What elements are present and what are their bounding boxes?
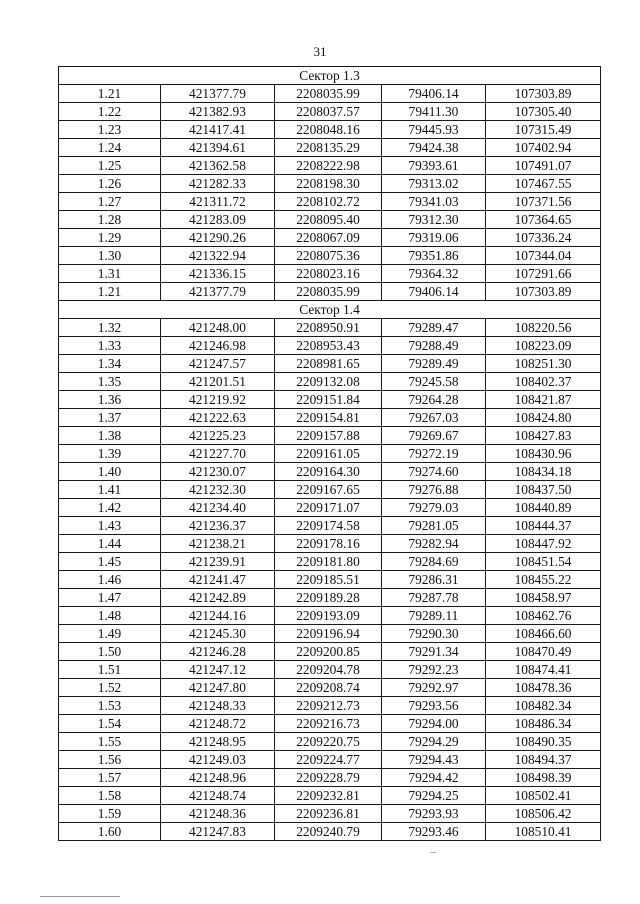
x-msk-cell: 421232.30: [161, 481, 275, 499]
table-row: [59, 121, 601, 139]
table-row: [59, 409, 601, 427]
y-local-cell: 108470.49: [486, 643, 601, 661]
x-local-cell: 79292.23: [382, 661, 486, 679]
y-local-cell: 107303.89: [486, 85, 601, 103]
table-row: [59, 373, 601, 391]
x-msk-cell: 421248.95: [161, 733, 275, 751]
y-msk-cell: 2209232.81: [275, 787, 382, 805]
x-local-cell: 79276.88: [382, 481, 486, 499]
y-local-cell: 107336.24: [486, 229, 601, 247]
x-msk-cell: 421222.63: [161, 409, 275, 427]
table-row: [59, 427, 601, 445]
x-msk-cell: 421246.28: [161, 643, 275, 661]
y-msk-cell: 2209167.65: [275, 481, 382, 499]
y-msk-cell: 2209212.73: [275, 697, 382, 715]
y-msk-cell: 2208095.40: [275, 211, 382, 229]
point-id-cell: 1.22: [59, 103, 161, 121]
x-msk-cell: 421225.23: [161, 427, 275, 445]
point-id-cell: 1.58: [59, 787, 161, 805]
x-local-cell: 79286.31: [382, 571, 486, 589]
table-row: [59, 697, 601, 715]
x-msk-cell: 421377.79: [161, 283, 275, 301]
y-msk-cell: 2208048.16: [275, 121, 382, 139]
sector-title: Сектор 1.3: [59, 67, 601, 85]
y-msk-cell: 2209224.77: [275, 751, 382, 769]
table-row: [59, 157, 601, 175]
table-row: [59, 103, 601, 121]
y-local-cell: 108447.92: [486, 535, 601, 553]
y-local-cell: 107303.89: [486, 283, 601, 301]
table-row: [59, 589, 601, 607]
point-id-cell: 1.28: [59, 211, 161, 229]
y-local-cell: 108430.96: [486, 445, 601, 463]
table-row: [59, 517, 601, 535]
x-local-cell: 79294.00: [382, 715, 486, 733]
x-local-cell: 79319.06: [382, 229, 486, 247]
point-id-cell: 1.25: [59, 157, 161, 175]
y-msk-cell: 2208075.36: [275, 247, 382, 265]
point-id-cell: 1.51: [59, 661, 161, 679]
x-msk-cell: 421246.98: [161, 337, 275, 355]
x-local-cell: 79274.60: [382, 463, 486, 481]
y-local-cell: 107291.66: [486, 265, 601, 283]
y-local-cell: 108498.39: [486, 769, 601, 787]
y-msk-cell: 2209157.88: [275, 427, 382, 445]
x-local-cell: 79294.29: [382, 733, 486, 751]
x-msk-cell: 421282.33: [161, 175, 275, 193]
table-row: [59, 715, 601, 733]
x-local-cell: 79393.61: [382, 157, 486, 175]
point-id-cell: 1.55: [59, 733, 161, 751]
table-row: [59, 535, 601, 553]
y-msk-cell: 2209171.07: [275, 499, 382, 517]
y-local-cell: 108458.97: [486, 589, 601, 607]
point-id-cell: 1.37: [59, 409, 161, 427]
table-row: [59, 265, 601, 283]
x-msk-cell: 421248.33: [161, 697, 275, 715]
point-id-cell: 1.47: [59, 589, 161, 607]
x-msk-cell: 421201.51: [161, 373, 275, 391]
point-id-cell: 1.48: [59, 607, 161, 625]
coordinates-table-body: [59, 67, 601, 841]
y-msk-cell: 2209240.79: [275, 823, 382, 841]
y-msk-cell: 2209185.51: [275, 571, 382, 589]
point-id-cell: 1.21: [59, 85, 161, 103]
x-local-cell: 79445.93: [382, 121, 486, 139]
table-row: [59, 553, 601, 571]
x-msk-cell: 421242.89: [161, 589, 275, 607]
point-id-cell: 1.57: [59, 769, 161, 787]
y-local-cell: 108434.18: [486, 463, 601, 481]
x-msk-cell: 421322.94: [161, 247, 275, 265]
x-local-cell: 79313.02: [382, 175, 486, 193]
y-local-cell: 108494.37: [486, 751, 601, 769]
x-msk-cell: 421249.03: [161, 751, 275, 769]
point-id-cell: 1.36: [59, 391, 161, 409]
x-local-cell: 79406.14: [382, 85, 486, 103]
y-local-cell: 107491.07: [486, 157, 601, 175]
y-local-cell: 108502.41: [486, 787, 601, 805]
y-msk-cell: 2209178.16: [275, 535, 382, 553]
point-id-cell: 1.49: [59, 625, 161, 643]
y-local-cell: 107305.40: [486, 103, 601, 121]
point-id-cell: 1.39: [59, 445, 161, 463]
y-local-cell: 108251.30: [486, 355, 601, 373]
y-msk-cell: 2208023.16: [275, 265, 382, 283]
y-local-cell: 108424.80: [486, 409, 601, 427]
y-msk-cell: 2208037.57: [275, 103, 382, 121]
x-msk-cell: 421290.26: [161, 229, 275, 247]
y-local-cell: 108462.76: [486, 607, 601, 625]
y-local-cell: 107315.49: [486, 121, 601, 139]
table-row: [59, 733, 601, 751]
point-id-cell: 1.30: [59, 247, 161, 265]
y-msk-cell: 2209151.84: [275, 391, 382, 409]
y-msk-cell: 2208953.43: [275, 337, 382, 355]
y-local-cell: 108482.34: [486, 697, 601, 715]
y-msk-cell: 2209236.81: [275, 805, 382, 823]
point-id-cell: 1.54: [59, 715, 161, 733]
x-local-cell: 79289.47: [382, 319, 486, 337]
y-local-cell: 107344.04: [486, 247, 601, 265]
table-row: [59, 355, 601, 373]
x-local-cell: 79289.49: [382, 355, 486, 373]
point-id-cell: 1.29: [59, 229, 161, 247]
x-msk-cell: 421336.15: [161, 265, 275, 283]
y-local-cell: 108455.22: [486, 571, 601, 589]
y-local-cell: 108474.41: [486, 661, 601, 679]
point-id-cell: 1.53: [59, 697, 161, 715]
x-msk-cell: 421417.41: [161, 121, 275, 139]
y-msk-cell: 2209193.09: [275, 607, 382, 625]
point-id-cell: 1.23: [59, 121, 161, 139]
x-local-cell: 79281.05: [382, 517, 486, 535]
y-local-cell: 108220.56: [486, 319, 601, 337]
y-local-cell: 107402.94: [486, 139, 601, 157]
y-local-cell: 108427.83: [486, 427, 601, 445]
y-msk-cell: 2209196.94: [275, 625, 382, 643]
table-row: [59, 283, 601, 301]
table-row: [59, 679, 601, 697]
y-msk-cell: 2208198.30: [275, 175, 382, 193]
x-local-cell: 79279.03: [382, 499, 486, 517]
y-local-cell: 108223.09: [486, 337, 601, 355]
point-id-cell: 1.21: [59, 283, 161, 301]
x-local-cell: 79290.30: [382, 625, 486, 643]
x-local-cell: 79269.67: [382, 427, 486, 445]
y-local-cell: 107371.56: [486, 193, 601, 211]
table-row: [59, 769, 601, 787]
x-local-cell: 79264.28: [382, 391, 486, 409]
x-msk-cell: 421362.58: [161, 157, 275, 175]
x-local-cell: 79289.11: [382, 607, 486, 625]
point-id-cell: 1.60: [59, 823, 161, 841]
table-row: [59, 607, 601, 625]
sector-title: Сектор 1.4: [59, 301, 601, 319]
y-msk-cell: 2209189.28: [275, 589, 382, 607]
table-row: [59, 571, 601, 589]
x-msk-cell: 421248.36: [161, 805, 275, 823]
y-local-cell: 108421.87: [486, 391, 601, 409]
table-row: [59, 463, 601, 481]
y-msk-cell: 2208035.99: [275, 283, 382, 301]
point-id-cell: 1.41: [59, 481, 161, 499]
x-msk-cell: 421227.70: [161, 445, 275, 463]
x-msk-cell: 421247.80: [161, 679, 275, 697]
y-msk-cell: 2208067.09: [275, 229, 382, 247]
y-msk-cell: 2208950.91: [275, 319, 382, 337]
sector-header-row: [59, 67, 601, 85]
point-id-cell: 1.46: [59, 571, 161, 589]
x-local-cell: 79406.14: [382, 283, 486, 301]
x-msk-cell: 421248.74: [161, 787, 275, 805]
table-row: [59, 751, 601, 769]
x-msk-cell: 421247.57: [161, 355, 275, 373]
y-local-cell: 108490.35: [486, 733, 601, 751]
table-row: [59, 823, 601, 841]
y-msk-cell: 2209174.58: [275, 517, 382, 535]
table-row: [59, 481, 601, 499]
x-local-cell: 79294.42: [382, 769, 486, 787]
y-local-cell: 107467.55: [486, 175, 601, 193]
x-msk-cell: 421247.12: [161, 661, 275, 679]
x-msk-cell: 421244.16: [161, 607, 275, 625]
x-local-cell: 79291.34: [382, 643, 486, 661]
table-row: [59, 175, 601, 193]
y-msk-cell: 2209220.75: [275, 733, 382, 751]
x-msk-cell: 421311.72: [161, 193, 275, 211]
x-msk-cell: 421248.00: [161, 319, 275, 337]
table-row: [59, 661, 601, 679]
x-local-cell: 79364.32: [382, 265, 486, 283]
point-id-cell: 1.56: [59, 751, 161, 769]
point-id-cell: 1.33: [59, 337, 161, 355]
x-local-cell: 79288.49: [382, 337, 486, 355]
table-row: [59, 247, 601, 265]
x-local-cell: 79312.30: [382, 211, 486, 229]
y-msk-cell: 2209216.73: [275, 715, 382, 733]
point-id-cell: 1.26: [59, 175, 161, 193]
scan-mark: [430, 852, 436, 853]
y-local-cell: 108486.34: [486, 715, 601, 733]
point-id-cell: 1.40: [59, 463, 161, 481]
x-msk-cell: 421247.83: [161, 823, 275, 841]
x-local-cell: 79351.86: [382, 247, 486, 265]
point-id-cell: 1.42: [59, 499, 161, 517]
y-msk-cell: 2209154.81: [275, 409, 382, 427]
y-local-cell: 108440.89: [486, 499, 601, 517]
point-id-cell: 1.45: [59, 553, 161, 571]
point-id-cell: 1.34: [59, 355, 161, 373]
x-msk-cell: 421219.92: [161, 391, 275, 409]
table-row: [59, 85, 601, 103]
y-msk-cell: 2208135.29: [275, 139, 382, 157]
x-local-cell: 79267.03: [382, 409, 486, 427]
table-row: [59, 337, 601, 355]
x-msk-cell: 421241.47: [161, 571, 275, 589]
x-local-cell: 79292.97: [382, 679, 486, 697]
table-row: [59, 787, 601, 805]
table-row: [59, 625, 601, 643]
x-local-cell: 79341.03: [382, 193, 486, 211]
x-msk-cell: 421382.93: [161, 103, 275, 121]
x-local-cell: 79424.38: [382, 139, 486, 157]
x-local-cell: 79293.56: [382, 697, 486, 715]
x-msk-cell: 421238.21: [161, 535, 275, 553]
y-msk-cell: 2209164.30: [275, 463, 382, 481]
point-id-cell: 1.50: [59, 643, 161, 661]
x-local-cell: 79245.58: [382, 373, 486, 391]
table-row: [59, 805, 601, 823]
point-id-cell: 1.59: [59, 805, 161, 823]
y-msk-cell: 2208981.65: [275, 355, 382, 373]
x-msk-cell: 421248.72: [161, 715, 275, 733]
y-local-cell: 108402.37: [486, 373, 601, 391]
point-id-cell: 1.52: [59, 679, 161, 697]
point-id-cell: 1.32: [59, 319, 161, 337]
y-local-cell: 108451.54: [486, 553, 601, 571]
point-id-cell: 1.44: [59, 535, 161, 553]
y-local-cell: 108510.41: [486, 823, 601, 841]
point-id-cell: 1.31: [59, 265, 161, 283]
point-id-cell: 1.24: [59, 139, 161, 157]
footer-rule: [40, 896, 120, 897]
x-local-cell: 79284.69: [382, 553, 486, 571]
x-msk-cell: 421239.91: [161, 553, 275, 571]
y-local-cell: 108466.60: [486, 625, 601, 643]
table-row: [59, 445, 601, 463]
y-msk-cell: 2209161.05: [275, 445, 382, 463]
table-row: [59, 229, 601, 247]
point-id-cell: 1.43: [59, 517, 161, 535]
x-msk-cell: 421230.07: [161, 463, 275, 481]
table-row: [59, 139, 601, 157]
y-msk-cell: 2209204.78: [275, 661, 382, 679]
y-local-cell: 108444.37: [486, 517, 601, 535]
x-local-cell: 79287.78: [382, 589, 486, 607]
x-local-cell: 79272.19: [382, 445, 486, 463]
x-local-cell: 79293.46: [382, 823, 486, 841]
coordinates-table: [58, 66, 601, 841]
page-number: 31: [313, 44, 327, 59]
point-id-cell: 1.38: [59, 427, 161, 445]
point-id-cell: 1.27: [59, 193, 161, 211]
y-msk-cell: 2209200.85: [275, 643, 382, 661]
sector-header-row: [59, 301, 601, 319]
table-row: [59, 211, 601, 229]
y-msk-cell: 2209132.08: [275, 373, 382, 391]
table-row: [59, 391, 601, 409]
y-msk-cell: 2209181.80: [275, 553, 382, 571]
table-row: [59, 643, 601, 661]
table-row: [59, 499, 601, 517]
x-msk-cell: 421283.09: [161, 211, 275, 229]
y-local-cell: 107364.65: [486, 211, 601, 229]
x-local-cell: 79282.94: [382, 535, 486, 553]
x-msk-cell: 421245.30: [161, 625, 275, 643]
table-row: [59, 193, 601, 211]
y-msk-cell: 2208102.72: [275, 193, 382, 211]
x-local-cell: 79293.93: [382, 805, 486, 823]
x-local-cell: 79411.30: [382, 103, 486, 121]
y-msk-cell: 2209228.79: [275, 769, 382, 787]
y-local-cell: 108437.50: [486, 481, 601, 499]
x-local-cell: 79294.25: [382, 787, 486, 805]
x-msk-cell: 421248.96: [161, 769, 275, 787]
point-id-cell: 1.35: [59, 373, 161, 391]
y-msk-cell: 2208035.99: [275, 85, 382, 103]
x-local-cell: 79294.43: [382, 751, 486, 769]
y-msk-cell: 2209208.74: [275, 679, 382, 697]
x-msk-cell: 421234.40: [161, 499, 275, 517]
x-msk-cell: 421377.79: [161, 85, 275, 103]
y-msk-cell: 2208222.98: [275, 157, 382, 175]
x-msk-cell: 421394.61: [161, 139, 275, 157]
y-local-cell: 108478.36: [486, 679, 601, 697]
x-msk-cell: 421236.37: [161, 517, 275, 535]
y-local-cell: 108506.42: [486, 805, 601, 823]
table-row: [59, 319, 601, 337]
